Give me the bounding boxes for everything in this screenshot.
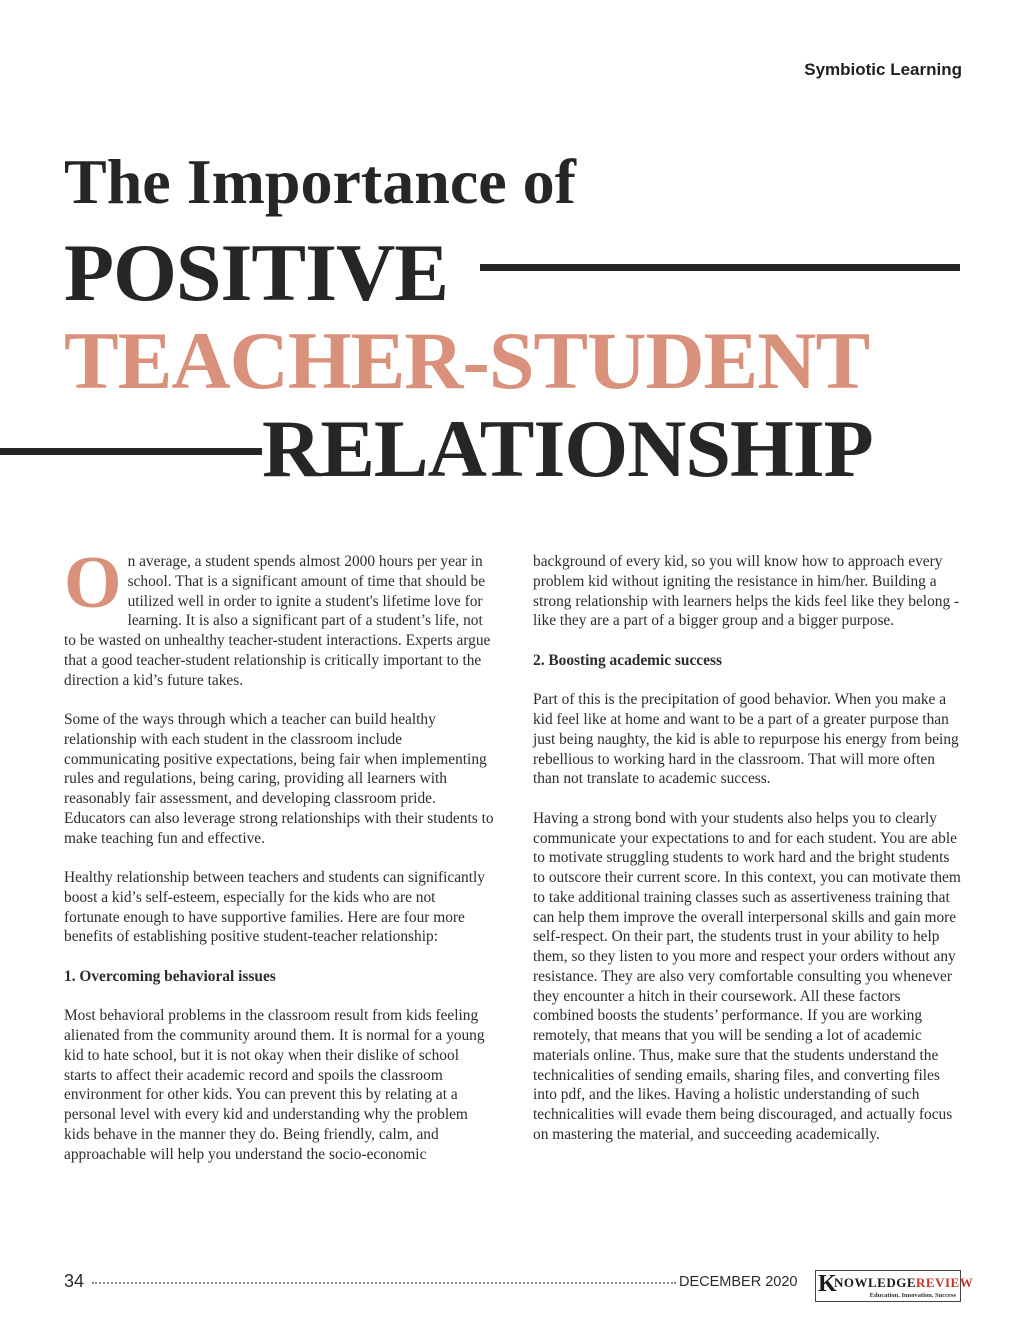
title-line-2: POSITIVE [64,227,448,318]
title-rule-right [480,264,960,271]
drop-cap: O [64,542,122,624]
paragraph: Most behavioral problems in the classroom result from kids feeling alienated from the community around them. It is normal for a young kid to hate school, but it is not okay when their dislike of school starts to affect their academic record and spoils the classroom environment for other kids. You can prevent this by relating at a personal level with every kid and understanding why the problem kids behave in the manner they do. Being friendly, calm, and approachable will help you understand the socio-economic [64,1007,485,1163]
intro-text: n average, a student spends almost 2000 hours per year in school. That is a significant amount of time that should be utilized well in order to ignite a student's lifetime love for learning. It is also a significant part of a student’s life, not to be wasted on unhealthy teacher-student interactions. Experts argue that a good teacher-student relationship is critically important to the direction a kid’s future takes. [64,553,491,689]
logo-word-b: REVIEW [916,1275,974,1290]
footer-dotted-rule [92,1282,676,1284]
logo-k-mark: K [818,1271,837,1297]
logo-word-a: NOWLEDGE [834,1275,917,1290]
intro-paragraph [64,542,494,690]
title-line-1: The Importance of [64,146,576,217]
logo-wordmark [834,1275,973,1291]
logo-tagline: Education. Innovation. Success [869,1292,956,1299]
title-line-4: RELATIONSHIP [262,403,873,494]
subheading-academic: 2. Boosting academic success [533,651,722,669]
magazine-logo [815,1270,974,1302]
left-column [64,542,494,1184]
paragraph: background of every kid, so you will know how to approach every problem kid without igniting the resistance in him/her. Building a strong relationship with learners helps the kids feel like they belong - like they are a part of a bigger group and a bigger purpose. [533,553,960,630]
right-column [533,552,965,1164]
issue-date: DECEMBER 2020 [679,1274,798,1290]
title-line-3: TEACHER-STUDENT [64,315,870,406]
section-tag: Symbiotic Learning [804,60,962,79]
page-number: 34 [64,1271,85,1291]
paragraph: Healthy relationship between teachers and students can significantly boost a kid’s self-esteem, especially for the kids who are not fortunate enough to have supportive families. Here are four more benefits of establishing positive student-teacher relationship: [64,869,485,946]
subheading-behavioral: 1. Overcoming behavioral issues [64,967,276,985]
paragraph: Some of the ways through which a teacher can build healthy relationship with each student in the classroom include communicating positive expectations, being fair when implementing rules and regulations, being caring, providing all learners with reasonably fair assessment, and developing classroom pride. Educators can also leverage strong relationships with their students to make teaching fun and effective. [64,711,494,847]
paragraph: Part of this is the precipitation of good behavior. When you make a kid feel like at home and want to be a part of a greater purpose than just being naughty, the kid is able to repurpose his energy from being rebellious to working hard in the classroom. That will more often than not translate to academic success. [533,691,959,788]
title-rule-left [0,448,262,455]
paragraph: Having a strong bond with your students also helps you to clearly communicate your expectations to and for each student. You are able to motivate struggling students to work hard and the bright students to outscore their current score. In this context, you can motivate them to take additional training classes such as assertiveness training that can help them improve the overall interpersonal skills and gain more self-respect. On their part, the students trust in your ability to help them, so they listen to you more and respect your orders without any resistance. They are also very comfortable consulting you whenever they encounter a hitch in their coursework. All these factors combined boosts the students’ performance. If you are working remotely, that means that you will be sending a lot of academic materials online. Thus, make sure that the students understand the technicalities of sending emails, sharing files, and converting files into pdf, and the likes. Having a holistic understanding of such technicalities will evade them being discouraged, and actually focus on mastering the material, and succeeding academically. [533,809,961,1143]
